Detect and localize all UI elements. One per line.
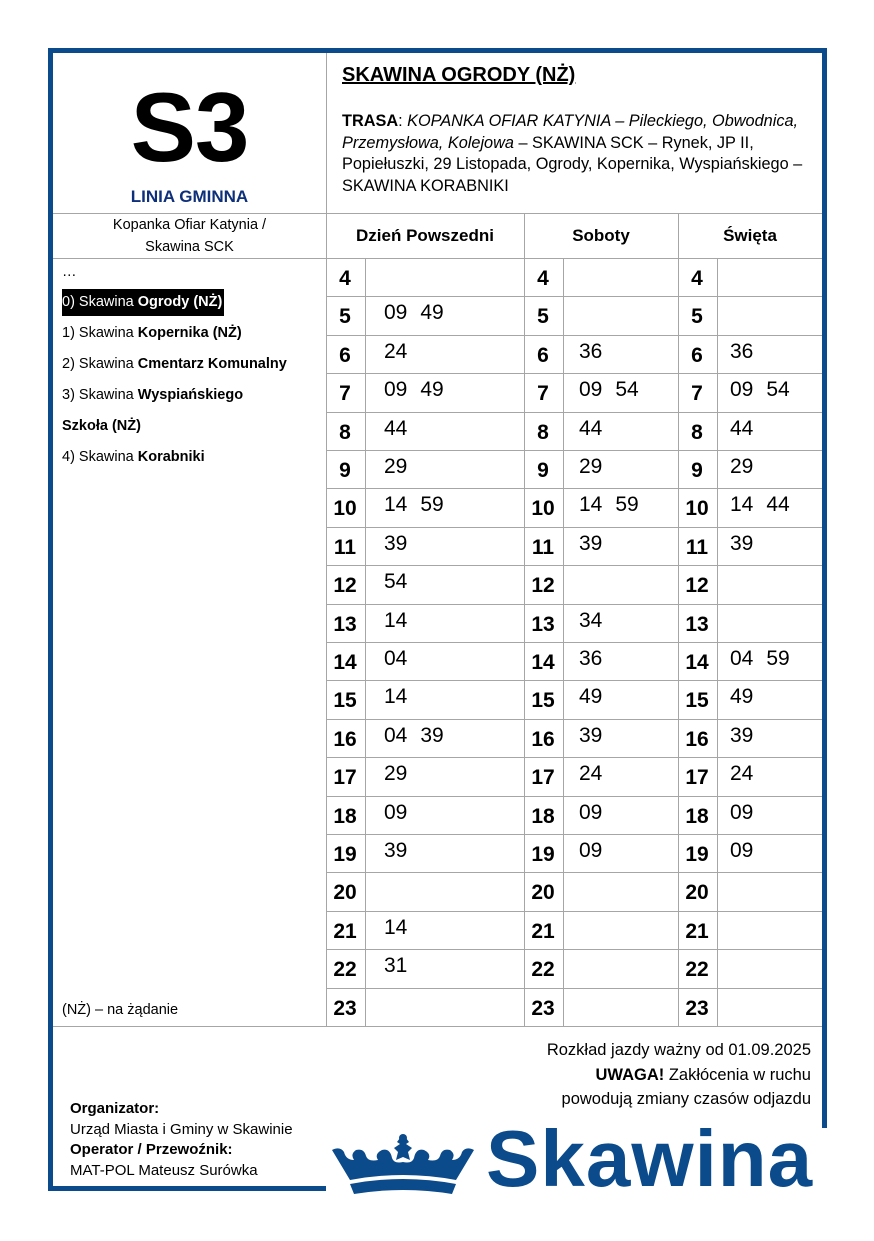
minutes-cell	[579, 378, 652, 402]
departure-minute: 14	[384, 609, 408, 632]
hour-cell: 15	[531, 689, 555, 712]
hour-cell: 15	[333, 689, 357, 712]
hour-cell: 7	[339, 382, 351, 405]
stop-name: Szkoła (NŻ)	[62, 418, 141, 434]
minutes-cell	[384, 378, 457, 402]
row-divider	[326, 988, 822, 989]
minutes-cell	[579, 685, 615, 709]
hour-cell: 17	[531, 766, 555, 789]
hour-cell: 23	[685, 997, 709, 1020]
row-divider	[326, 604, 822, 605]
minutes-cell	[579, 762, 615, 786]
minutes-cell	[579, 724, 615, 748]
hour-cell: 6	[339, 344, 351, 367]
stop-name: Kopernika (NŻ)	[137, 325, 242, 341]
hour-cell: 13	[531, 613, 555, 636]
hour-cell: 7	[691, 382, 703, 405]
stop-name: Wyspiańskiego	[137, 387, 244, 403]
on-request-legend: (NŻ) – na żądanie	[62, 1002, 179, 1018]
hour-cell: 14	[333, 651, 357, 674]
minutes-cell	[384, 455, 420, 479]
organizer-name: Urząd Miasta i Gminy w Skawinie	[70, 1120, 293, 1138]
hour-cell: 8	[339, 421, 351, 444]
departure-minute: 04	[384, 724, 408, 747]
minutes-cell	[730, 801, 766, 825]
stop-prefix: 3) Skawina	[62, 387, 138, 403]
organizer-info	[70, 1099, 293, 1181]
departure-minute: 39	[384, 839, 408, 862]
hour-cell: 16	[333, 728, 357, 751]
hour-cell: 7	[537, 382, 549, 405]
departure-minute: 24	[579, 762, 603, 785]
departure-minute: 44	[730, 417, 754, 440]
hour-cell: 5	[339, 305, 351, 328]
departure-minute: 24	[384, 340, 408, 363]
route-italic: KOPANKA OFIAR KATYNIA – Pileckiego, Obwodnica, Przemysłowa, Kolejowa	[342, 112, 799, 152]
operator-label: Operator / Przewoźnik:	[70, 1141, 233, 1158]
departure-minute: 44	[579, 417, 603, 440]
row-divider	[326, 949, 822, 950]
minutes-cell	[384, 301, 457, 325]
minutes-cell	[384, 340, 420, 364]
departure-minute: 49	[420, 301, 444, 324]
minutes-cell	[384, 685, 420, 709]
hour-cell: 19	[531, 843, 555, 866]
departure-minute: 59	[766, 647, 790, 670]
minutes-cell	[384, 417, 420, 441]
line-badge	[53, 53, 326, 207]
hour-cell: 20	[531, 881, 555, 904]
hour-cell: 20	[333, 881, 357, 904]
departure-minute: 39	[730, 724, 754, 747]
departure-minute: 59	[615, 493, 639, 516]
row-divider	[326, 488, 822, 489]
stop-prefix: 4) Skawina	[62, 449, 138, 465]
organizer-label: Organizator:	[70, 1100, 160, 1117]
hour-cell: 16	[685, 728, 709, 751]
departure-minute: 29	[384, 455, 408, 478]
departure-minute: 39	[579, 532, 603, 555]
departure-minute: 49	[579, 685, 603, 708]
hour-cell: 17	[333, 766, 357, 789]
hour-cell: 18	[685, 805, 709, 828]
divider	[53, 1026, 822, 1027]
departure-minute: 36	[730, 340, 754, 363]
minutes-cell	[384, 724, 457, 748]
departure-minute: 09	[384, 378, 408, 401]
column-header-holiday: Święta	[723, 226, 777, 245]
departure-minute: 49	[730, 685, 754, 708]
minutes-cell	[384, 954, 420, 978]
logo-text: Skawina	[486, 1114, 814, 1203]
route-description: TRASA: KOPANKA OFIAR KATYNIA – Pileckiego, Obwodnica, Przemysłowa, Kolejowa – SKAWINA SCK – Rynek, JP II, Popiełuszki, 29 Listopada, Ogrody, Kopernika, Wyspiańskiego – SKAWINA KORABNIKI	[342, 112, 803, 195]
departure-minute: 34	[579, 609, 603, 632]
minutes-cell	[730, 839, 766, 863]
hour-cell: 23	[333, 997, 357, 1020]
stop-list-ellipsis: …	[62, 264, 77, 280]
stop-item	[62, 349, 287, 380]
valid-from: Rozkład jazdy ważny od 01.09.2025	[546, 1041, 811, 1059]
hour-cell: 11	[333, 536, 357, 559]
current-stop-highlight	[62, 289, 224, 316]
minutes-cell	[579, 647, 615, 671]
departure-minute: 09	[730, 839, 754, 862]
hour-cell: 19	[333, 843, 357, 866]
minutes-cell	[579, 609, 615, 633]
hour-cell: 10	[333, 497, 357, 520]
hour-cell: 4	[339, 267, 351, 290]
minutes-cell	[730, 647, 803, 671]
departure-minute: 49	[420, 378, 444, 401]
hour-cell: 4	[537, 267, 549, 290]
hour-cell: 12	[333, 574, 357, 597]
hour-cell: 5	[691, 305, 703, 328]
hour-cell: 19	[685, 843, 709, 866]
hour-cell: 4	[691, 267, 703, 290]
departure-minute: 09	[579, 839, 603, 862]
minutes-cell	[579, 839, 615, 863]
crown-icon	[328, 1130, 478, 1196]
row-divider	[326, 680, 822, 681]
departure-minute: 29	[730, 455, 754, 478]
hour-cell: 13	[333, 613, 357, 636]
stop-prefix: 1) Skawina	[62, 325, 138, 341]
hour-cell: 11	[531, 536, 555, 559]
minutes-cell	[579, 493, 652, 517]
operator-name: MAT-POL Mateusz Surówka	[70, 1161, 258, 1179]
row-divider	[326, 527, 822, 528]
departure-minute: 29	[384, 762, 408, 785]
skawina-logo	[326, 1114, 874, 1203]
column-header-weekday: Dzień Powszedni	[356, 226, 494, 245]
hour-cell: 21	[333, 920, 357, 943]
hour-cell: 9	[537, 459, 549, 482]
stop-list	[62, 265, 287, 473]
stop-item	[62, 287, 287, 318]
departure-minute: 24	[730, 762, 754, 785]
stop-prefix: 2) Skawina	[62, 356, 138, 372]
departure-minute: 14	[730, 493, 754, 516]
warning-label: UWAGA!	[595, 1065, 665, 1084]
departure-minute: 54	[384, 570, 408, 593]
hour-cell: 22	[685, 958, 709, 981]
row-divider	[326, 719, 822, 720]
row-divider	[326, 412, 822, 413]
departure-minute: 14	[384, 916, 408, 939]
stop-title: SKAWINA OGRODY (NŻ)	[342, 64, 576, 86]
hour-cell: 6	[691, 344, 703, 367]
hour-cell: 17	[685, 766, 709, 789]
minutes-cell	[730, 493, 803, 517]
minutes-cell	[384, 493, 457, 517]
column-header-saturday: Soboty	[572, 226, 630, 245]
minutes-cell	[384, 839, 420, 863]
direction-from	[53, 214, 326, 258]
minutes-cell	[384, 570, 420, 594]
hour-cell: 21	[531, 920, 555, 943]
hour-cell: 12	[531, 574, 555, 597]
hour-cell: 6	[537, 344, 549, 367]
hour-cell: 10	[531, 497, 555, 520]
hour-cell: 21	[685, 920, 709, 943]
hour-cell: 18	[531, 805, 555, 828]
hour-cell: 5	[537, 305, 549, 328]
minutes-cell	[579, 340, 615, 364]
hour-cell: 12	[685, 574, 709, 597]
minutes-cell	[384, 762, 420, 786]
hour-cell: 11	[685, 536, 709, 559]
line-type: LINIA GMINNA	[130, 187, 249, 206]
departure-minute: 14	[384, 493, 408, 516]
departure-minute: 39	[730, 532, 754, 555]
departure-minute: 14	[579, 493, 603, 516]
hour-cell: 13	[685, 613, 709, 636]
hour-cell: 20	[685, 881, 709, 904]
departure-minute: 09	[730, 378, 754, 401]
departure-minute: 09	[730, 801, 754, 824]
row-divider	[326, 642, 822, 643]
warning-line-2: powodują zmiany czasów odjazdu	[561, 1090, 811, 1108]
departure-minute: 44	[384, 417, 408, 440]
warning-line	[547, 1063, 811, 1088]
direction-from-line: Kopanka Ofiar Katynia /	[112, 217, 267, 233]
row-divider	[326, 872, 822, 873]
row-divider	[326, 565, 822, 566]
hour-cell: 8	[537, 421, 549, 444]
minutes-cell	[579, 532, 615, 556]
hour-cell: 16	[531, 728, 555, 751]
line-number: S3	[130, 72, 249, 182]
departure-minute: 04	[384, 647, 408, 670]
departure-minute: 36	[579, 340, 603, 363]
stop-name: Cmentarz Komunalny	[137, 356, 287, 372]
departure-minute: 54	[615, 378, 639, 401]
departure-minute: 39	[420, 724, 444, 747]
hour-cell: 8	[691, 421, 703, 444]
hour-cell: 18	[333, 805, 357, 828]
stop-item	[62, 380, 287, 411]
departure-minute: 31	[384, 954, 408, 977]
row-divider	[326, 373, 822, 374]
departure-minute: 59	[420, 493, 444, 516]
minutes-cell	[579, 455, 615, 479]
stop-item-continued	[62, 411, 287, 442]
departure-minute: 09	[579, 378, 603, 401]
minutes-cell	[384, 647, 420, 671]
stop-prefix: 0) Skawina	[62, 294, 138, 310]
hour-cell: 22	[531, 958, 555, 981]
departure-minute: 09	[384, 301, 408, 324]
minutes-cell	[730, 685, 766, 709]
row-divider	[326, 796, 822, 797]
hour-cell: 9	[339, 459, 351, 482]
row-divider	[326, 757, 822, 758]
hour-cell: 23	[531, 997, 555, 1020]
minutes-cell	[579, 801, 615, 825]
minutes-cell	[384, 916, 420, 940]
minutes-cell	[730, 455, 766, 479]
row-divider	[326, 834, 822, 835]
minutes-cell	[579, 417, 615, 441]
minutes-cell	[730, 532, 766, 556]
departure-minute: 54	[766, 378, 790, 401]
departure-minute: 39	[579, 724, 603, 747]
stop-item	[62, 318, 287, 349]
divider	[53, 258, 822, 259]
row-divider	[326, 450, 822, 451]
departure-minute: 39	[384, 532, 408, 555]
hour-cell: 14	[531, 651, 555, 674]
minutes-cell	[730, 762, 766, 786]
departure-minute: 29	[579, 455, 603, 478]
hour-cell: 14	[685, 651, 709, 674]
stop-item	[62, 442, 287, 473]
departure-minute: 09	[384, 801, 408, 824]
route-label: TRASA	[342, 112, 399, 130]
stop-name: Korabniki	[137, 449, 205, 465]
route-rest: – SKAWINA SCK – Rynek, JP II, Popiełuszki, 29 Listopada, Ogrody, Kopernika, Wyspiańskiego – SKAWINA KORABNIKI	[342, 133, 803, 195]
departure-minute: 36	[579, 647, 603, 670]
minutes-cell	[730, 340, 766, 364]
departure-minute: 14	[384, 685, 408, 708]
minutes-cell	[384, 609, 420, 633]
hour-cell: 9	[691, 459, 703, 482]
row-divider	[326, 296, 822, 297]
departure-minute: 44	[766, 493, 790, 516]
stop-name: Ogrody (NŻ)	[137, 294, 223, 310]
minutes-cell	[384, 532, 420, 556]
validity-notice	[547, 1038, 811, 1112]
hour-cell: 15	[685, 689, 709, 712]
row-divider	[326, 335, 822, 336]
departure-minute: 04	[730, 647, 754, 670]
minutes-cell	[730, 378, 803, 402]
minutes-cell	[730, 417, 766, 441]
hour-cell: 22	[333, 958, 357, 981]
row-divider	[326, 911, 822, 912]
hour-cell: 10	[685, 497, 709, 520]
warning-text: Zakłócenia w ruchu	[664, 1065, 811, 1084]
departure-minute: 09	[579, 801, 603, 824]
minutes-cell	[730, 724, 766, 748]
direction-from-line: Skawina SCK	[145, 239, 234, 255]
minutes-cell	[384, 801, 420, 825]
